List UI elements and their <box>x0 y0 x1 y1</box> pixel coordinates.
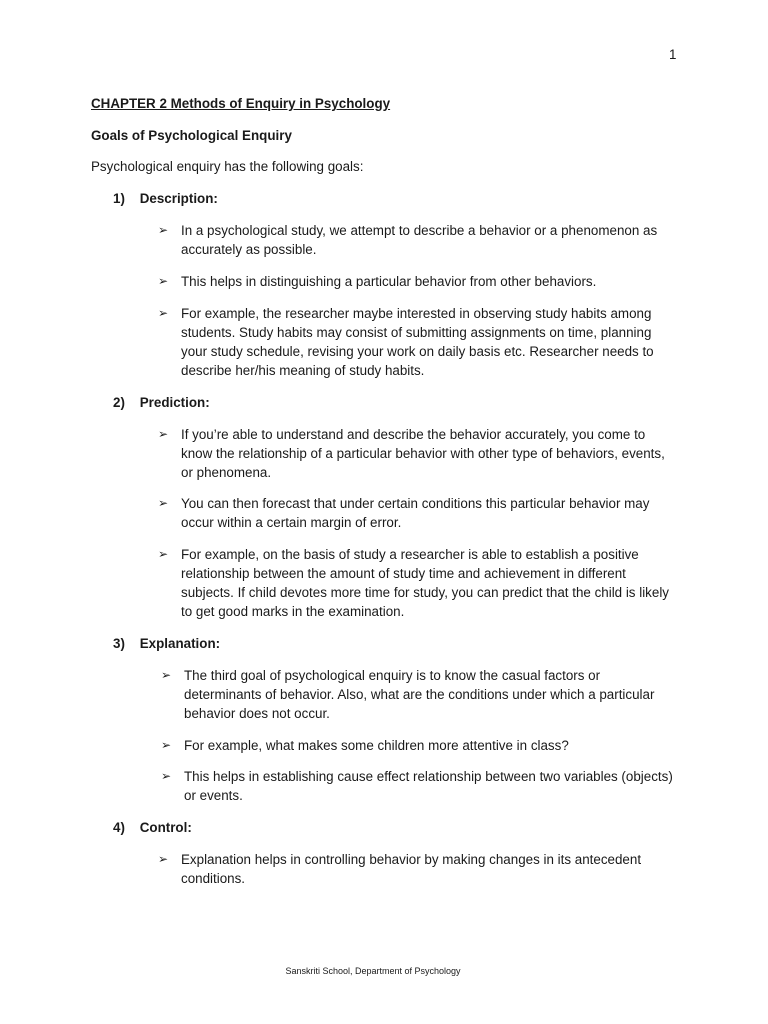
bullet-text: Explanation helps in controlling behavior by making changes in its antecedent conditions. <box>181 852 642 886</box>
bullet-item <box>158 494 678 532</box>
goal-title: Control: <box>139 820 192 835</box>
bullet-item <box>158 545 678 621</box>
bullet-text: If you’re able to understand and describe the behavior accurately, you come to know the relationship of a particular behavior with other type of behaviors, events, or phenomena. <box>181 427 665 480</box>
goal-heading-control <box>113 818 192 837</box>
bullet-text: The third goal of psychological enquiry is to know the casual factors or determinants of behavior. Also, what are the conditions under which a particular behavior does not occur. <box>184 668 655 721</box>
goal-title: Explanation: <box>139 636 221 651</box>
bullet-text: This helps in distinguishing a particular behavior from other behaviors. <box>181 274 597 289</box>
bullet-text: This helps in establishing cause effect relationship between two variables (objects) or events. <box>184 769 673 803</box>
goal-heading-description <box>113 189 218 208</box>
intro-paragraph: Psychological enquiry has the following goals: <box>91 159 364 174</box>
arrow-bullet-icon: ➢ <box>161 769 172 783</box>
page-footer: Sanskriti School, Department of Psychology <box>285 966 461 976</box>
goal-title: Description: <box>139 191 218 206</box>
bullet-text: For example, on the basis of study a researcher is able to establish a positive relationship between the amount of study time and achievement in different subjects. If child devotes more time for study, you can predict that the child is likely to get good marks in the examination. <box>181 547 669 619</box>
bullet-text: For example, what makes some children more attentive in class? <box>184 738 569 753</box>
chapter-title: CHAPTER 2 Methods of Enquiry in Psychology <box>91 96 391 111</box>
bullet-item <box>158 221 678 259</box>
goal-number: 2) <box>113 395 125 410</box>
bullet-item <box>158 850 678 888</box>
bullet-item <box>161 767 681 805</box>
section-heading: Goals of Psychological Enquiry <box>91 128 292 143</box>
arrow-bullet-icon: ➢ <box>158 427 169 441</box>
goal-heading-prediction <box>113 393 210 412</box>
arrow-bullet-icon: ➢ <box>158 306 169 320</box>
arrow-bullet-icon: ➢ <box>158 274 169 288</box>
bullet-text: In a psychological study, we attempt to describe a behavior or a phenomenon as accurately as possible. <box>181 223 658 257</box>
goal-heading-explanation <box>113 634 220 653</box>
bullet-item <box>158 304 678 380</box>
arrow-bullet-icon: ➢ <box>158 223 169 237</box>
arrow-bullet-icon: ➢ <box>158 852 169 866</box>
goal-number: 3) <box>113 636 125 651</box>
bullet-item <box>161 736 681 755</box>
arrow-bullet-icon: ➢ <box>158 547 169 561</box>
arrow-bullet-icon: ➢ <box>161 738 172 752</box>
goal-title: Prediction: <box>139 395 210 410</box>
goal-number: 4) <box>113 820 125 835</box>
arrow-bullet-icon: ➢ <box>161 668 172 682</box>
bullet-item <box>158 272 678 291</box>
bullet-text: You can then forecast that under certain conditions this particular behavior may occur within a certain margin of error. <box>181 496 650 530</box>
page-number: 1 <box>669 47 677 62</box>
goal-number: 1) <box>113 191 125 206</box>
bullet-item <box>161 666 681 723</box>
arrow-bullet-icon: ➢ <box>158 496 169 510</box>
bullet-text: For example, the researcher maybe interested in observing study habits among students. Study habits may consist of submitting assignments on time, planning your study schedule, revising your work on daily basis etc. Researcher needs to describe her/his meaning of study habits. <box>181 306 654 378</box>
bullet-item <box>158 425 678 482</box>
